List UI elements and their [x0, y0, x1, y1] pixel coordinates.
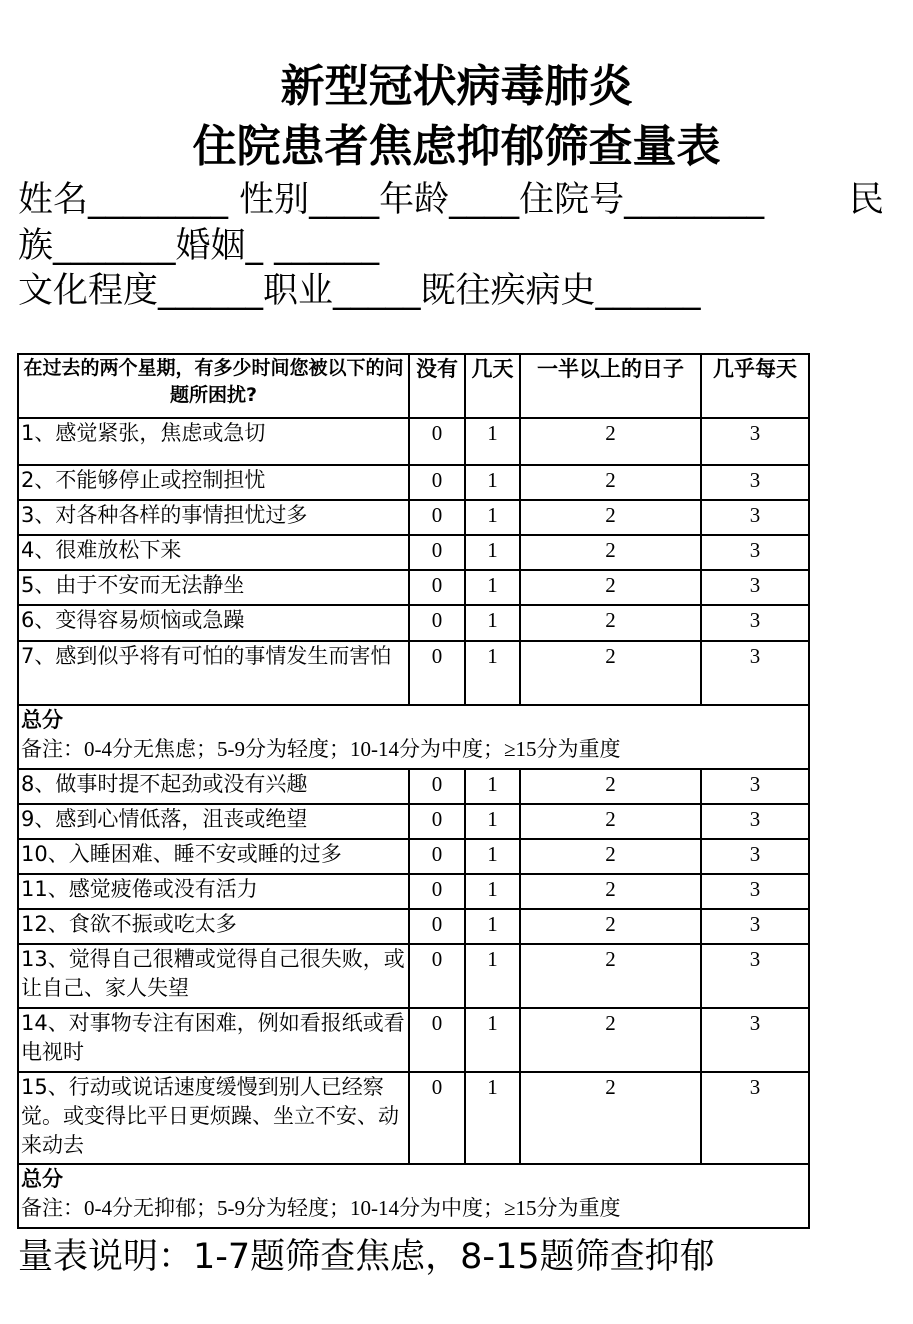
table-row — [18, 605, 809, 641]
score-cell: 0 — [409, 465, 465, 500]
table-row — [18, 465, 809, 500]
score-cell: 2 — [520, 500, 701, 535]
score-cell: 1 — [465, 944, 520, 1008]
score-cell: 3 — [701, 570, 809, 605]
table-row — [18, 874, 809, 909]
score-cell: 2 — [520, 909, 701, 944]
score-cell: 0 — [409, 1072, 465, 1164]
score-cell: 3 — [701, 909, 809, 944]
score-cell: 3 — [701, 1072, 809, 1164]
anxiety-total-row — [18, 705, 809, 769]
item-text: 14、对事物专注有困难，例如看报纸或看电视时 — [18, 1008, 409, 1072]
item-text: 9、感到心情低落，沮丧或绝望 — [18, 804, 409, 839]
score-cell: 3 — [701, 874, 809, 909]
patient-info-line1 — [18, 178, 898, 222]
table-row — [18, 909, 809, 944]
patient-info-line3: 文化程度______职业_____既往疾病史______ — [18, 271, 701, 311]
table-row — [18, 839, 809, 874]
score-cell: 3 — [701, 535, 809, 570]
item-text: 6、变得容易烦恼或急躁 — [18, 605, 409, 641]
anxiety-total-cell — [18, 705, 809, 769]
score-cell: 1 — [465, 804, 520, 839]
header-more-than-half: 一半以上的日子 — [520, 354, 701, 418]
score-cell: 1 — [465, 1008, 520, 1072]
table-header-row — [18, 354, 809, 418]
table-row — [18, 804, 809, 839]
item-text: 1、感觉紧张，焦虑或急切 — [18, 418, 409, 465]
item-text: 10、入睡困难、睡不安或睡的过多 — [18, 839, 409, 874]
patient-info-ethnicity-start: 民 — [848, 180, 884, 220]
item-text: 4、很难放松下来 — [18, 535, 409, 570]
score-cell: 0 — [409, 874, 465, 909]
depression-total-cell — [18, 1164, 809, 1228]
table-row — [18, 1072, 809, 1164]
depression-total-row — [18, 1164, 809, 1228]
patient-info-line2: 族_______婚姻_ ______ — [18, 226, 380, 266]
header-few-days: 几天 — [465, 354, 520, 418]
header-question: 在过去的两个星期，有多少时间您被以下的问题所困扰? — [18, 354, 409, 418]
score-cell: 3 — [701, 944, 809, 1008]
score-cell: 0 — [409, 944, 465, 1008]
anxiety-total-label: 总分 — [21, 708, 63, 732]
score-cell: 2 — [520, 570, 701, 605]
document-title-line2: 住院患者焦虑抑郁筛查量表 — [192, 121, 721, 172]
score-cell: 1 — [465, 570, 520, 605]
score-cell: 3 — [701, 641, 809, 705]
document-title-line1: 新型冠状病毒肺炎 — [280, 61, 633, 112]
score-cell: 3 — [701, 769, 809, 804]
score-cell: 3 — [701, 839, 809, 874]
table-row — [18, 1008, 809, 1072]
item-text: 7、感到似乎将有可怕的事情发生而害怕 — [18, 641, 409, 705]
score-cell: 0 — [409, 804, 465, 839]
score-cell: 1 — [465, 535, 520, 570]
score-cell: 3 — [701, 500, 809, 535]
score-cell: 2 — [520, 641, 701, 705]
score-cell: 0 — [409, 909, 465, 944]
depression-total-label: 总分 — [21, 1167, 63, 1191]
score-cell: 1 — [465, 641, 520, 705]
score-cell: 2 — [520, 839, 701, 874]
scale-explanation: 量表说明：1-7题筛查焦虑，8-15题筛查抑郁 — [18, 1237, 715, 1277]
score-cell: 1 — [465, 839, 520, 874]
header-none: 没有 — [409, 354, 465, 418]
score-cell: 1 — [465, 465, 520, 500]
screening-table — [17, 353, 810, 1229]
score-cell: 2 — [520, 465, 701, 500]
score-cell: 0 — [409, 1008, 465, 1072]
table-row — [18, 570, 809, 605]
score-cell: 2 — [520, 535, 701, 570]
score-cell: 1 — [465, 500, 520, 535]
score-cell: 1 — [465, 769, 520, 804]
score-cell: 2 — [520, 769, 701, 804]
table-row — [18, 500, 809, 535]
score-cell: 0 — [409, 500, 465, 535]
table-row — [18, 418, 809, 465]
score-cell: 1 — [465, 418, 520, 465]
score-cell: 3 — [701, 1008, 809, 1072]
score-cell: 1 — [465, 874, 520, 909]
score-cell: 2 — [520, 804, 701, 839]
anxiety-total-note: 备注：0-4分无焦虑；5-9分为轻度；10-14分为中度；≥15分为重度 — [21, 737, 621, 761]
patient-info-fields: 姓名________ 性别____年龄____住院号________ — [18, 180, 765, 220]
score-cell: 1 — [465, 605, 520, 641]
score-cell: 2 — [520, 874, 701, 909]
score-cell: 2 — [520, 1008, 701, 1072]
score-cell: 1 — [465, 909, 520, 944]
header-nearly-every-day: 几乎每天 — [701, 354, 809, 418]
score-cell: 0 — [409, 769, 465, 804]
score-cell: 3 — [701, 465, 809, 500]
item-text: 5、由于不安而无法静坐 — [18, 570, 409, 605]
score-cell: 0 — [409, 641, 465, 705]
score-cell: 0 — [409, 418, 465, 465]
score-cell: 0 — [409, 605, 465, 641]
score-cell: 2 — [520, 418, 701, 465]
score-cell: 3 — [701, 804, 809, 839]
score-cell: 1 — [465, 1072, 520, 1164]
item-text: 11、感觉疲倦或没有活力 — [18, 874, 409, 909]
table-row — [18, 641, 809, 705]
table-row — [18, 769, 809, 804]
item-text: 8、做事时提不起劲或没有兴趣 — [18, 769, 409, 804]
item-text: 15、行动或说话速度缓慢到别人已经察觉。或变得比平日更烦躁、坐立不安、动来动去 — [18, 1072, 409, 1164]
item-text: 12、食欲不振或吃太多 — [18, 909, 409, 944]
item-text: 13、觉得自己很糟或觉得自己很失败，或让自己、家人失望 — [18, 944, 409, 1008]
score-cell: 0 — [409, 839, 465, 874]
score-cell: 2 — [520, 944, 701, 1008]
score-cell: 0 — [409, 535, 465, 570]
table-row — [18, 535, 809, 570]
score-cell: 2 — [520, 605, 701, 641]
score-cell: 3 — [701, 605, 809, 641]
score-cell: 2 — [520, 1072, 701, 1164]
item-text: 2、不能够停止或控制担忧 — [18, 465, 409, 500]
item-text: 3、对各种各样的事情担忧过多 — [18, 500, 409, 535]
score-cell: 0 — [409, 570, 465, 605]
table-row — [18, 944, 809, 1008]
depression-total-note: 备注：0-4分无抑郁；5-9分为轻度；10-14分为中度；≥15分为重度 — [21, 1196, 621, 1220]
score-cell: 3 — [701, 418, 809, 465]
